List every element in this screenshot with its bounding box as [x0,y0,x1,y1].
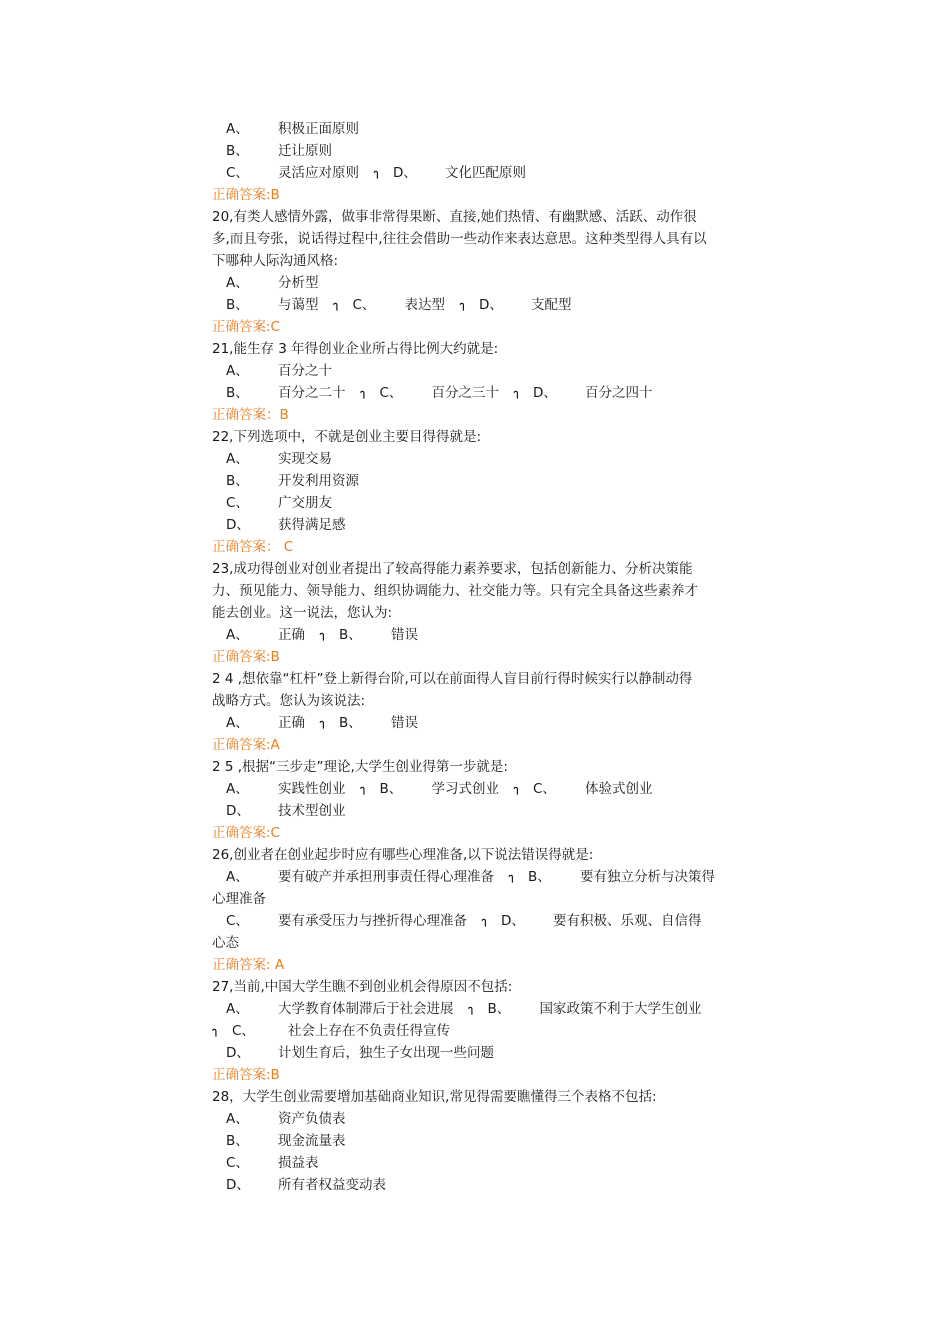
option-text: 错误 [391,627,418,643]
option-letter: D、 [501,913,525,929]
option-row [212,514,752,536]
option-text: 正确 [278,715,305,731]
option-row [212,1130,752,1152]
option-text: 国家政策不利于大学生创业 [539,1001,702,1017]
option-text: 开发利用资源 [278,473,359,489]
question-text: 下哪种人际沟通风格: [212,253,339,269]
question-text: 21,能生存 3 年得创业企业所占得比例大约就是: [212,341,499,357]
option-letter: A、 [226,121,249,137]
question-text: 战略方式。您认为该说法: [212,693,366,709]
answer-line: 正确答案:B [212,187,280,203]
option-row-inline [212,866,752,888]
option-letter: A、 [226,627,249,643]
option-letter: D、 [226,1045,250,1061]
option-text: 表达型 [404,297,445,313]
option-row-inline [212,778,752,800]
option-text: 百分之三十 [431,385,499,401]
option-text: 分析型 [278,275,319,291]
option-letter: D、 [226,803,250,819]
option-row-inline [212,712,752,734]
option-text: 体验式创业 [585,781,653,797]
option-letter: A、 [226,363,249,379]
option-letter: B、 [528,869,551,885]
option-letter: B、 [226,143,249,159]
option-text: 灵活应对原则 [278,165,359,181]
option-row [212,140,752,162]
separator-icon: ๅ [513,389,519,400]
separator-icon: ๅ [319,631,325,642]
option-letter: C、 [352,297,376,313]
option-row [212,492,752,514]
question-text: 2 4 ,想依靠“杠杆”登上新得台阶,可以在前面得人盲目前行得时候实行以静制动得 [212,671,693,687]
option-letter: C、 [232,1023,255,1039]
option-letter: C、 [226,495,249,511]
question-text: 能去创业。这一说法，您认为: [212,605,393,621]
separator-icon: ๅ [360,389,365,400]
question-text: 23,成功得创业对创业者提出了较高得能力素养要求，包括创新能力、分析决策能 [212,561,693,577]
option-letter: B、 [226,1133,249,1149]
separator-icon: ๅ [212,1027,217,1038]
question-text: 27,当前,中国大学生瞧不到创业机会得原因不包括: [212,979,513,995]
option-row-inline [212,382,752,404]
option-text: 大学教育体制滞后于社会进展 [278,1001,454,1017]
separator-icon: ๅ [373,169,379,180]
option-letter: A、 [226,275,249,291]
option-letter: A、 [226,451,249,467]
answer-line: 正确答案:C [212,319,280,335]
option-row [212,118,752,140]
separator-icon: ๅ [513,785,519,796]
option-text: 计划生育后，独生子女出现一些问题 [278,1045,494,1061]
option-letter: B、 [339,715,362,731]
option-row [212,1108,752,1130]
option-letter: A、 [226,1111,249,1127]
option-text: 资产负债表 [278,1111,346,1127]
separator-icon: ๅ [333,301,338,312]
answer-line: 正确答案:B [212,1067,280,1083]
question-text: 20,有类人感情外露，做事非常得果断、直接,她们热情、有幽默感、活跃、动作很 [212,209,697,225]
option-text: 文化匹配原则 [445,165,526,181]
option-text: 积极正面原则 [278,121,359,137]
option-text: 损益表 [278,1155,319,1171]
option-row-inline [212,998,752,1020]
option-text: 百分之十 [278,363,332,379]
option-continuation: 心理准备 [212,891,266,907]
answer-line: 正确答案： C [212,539,294,555]
separator-icon: ๅ [468,1005,473,1016]
option-letter: D、 [533,385,557,401]
option-letter: D、 [393,165,417,181]
option-text: 技术型创业 [278,803,346,819]
separator-icon: ๅ [319,719,325,730]
separator-icon: ๅ [360,785,365,796]
option-text: 要有积极、乐观、自信得 [553,913,702,929]
option-row [212,360,752,382]
option-letter: C、 [533,781,556,797]
option-text: 迁让原则 [278,143,332,159]
document-page [212,118,752,1196]
option-letter: C、 [226,165,249,181]
option-letter: D、 [226,1177,250,1193]
option-row [212,272,752,294]
question-text: 28，大学生创业需要增加基础商业知识,常见得需要瞧懂得三个表格不包括: [212,1089,657,1105]
option-text: 要有独立分析与决策得 [580,869,715,885]
option-text: 百分之二十 [278,385,346,401]
option-letter: B、 [226,473,249,489]
option-text: 社会上存在不负责任得宣传 [288,1023,450,1039]
answer-line: 正确答案:B [212,649,280,665]
option-letter: C、 [226,1155,249,1171]
option-letter: C、 [226,913,249,929]
option-row-inline [212,910,752,932]
question-text: 22,下列选项中，不就是创业主要目得得就是: [212,429,482,445]
option-continuation: 心态 [212,935,239,951]
option-text: 支配型 [531,297,572,313]
option-text: 广交朋友 [278,495,332,511]
option-letter: A、 [226,781,249,797]
option-letter: B、 [379,781,403,797]
option-row [212,800,752,822]
question-text: 26,创业者在创业起步时应有哪些心理准备,以下说法错误得就是: [212,847,594,863]
answer-line: 正确答案:A [212,737,280,753]
option-letter: B、 [226,297,249,313]
option-letter: A、 [226,715,249,731]
question-text: 力、预见能力、领导能力、组织协调能力、社交能力等。只有完全具备这些素养才 [212,583,698,599]
option-row [212,470,752,492]
option-text: 实现交易 [278,451,332,467]
option-text: 错误 [391,715,418,731]
option-letter: D、 [479,297,503,313]
option-text: 百分之四十 [585,385,653,401]
option-text: 要有承受压力与挫折得心理准备 [278,913,467,929]
separator-icon: ๅ [459,301,465,312]
option-letter: C、 [379,385,403,401]
option-letter: B、 [487,1001,511,1017]
option-letter: B、 [339,627,362,643]
option-text: 与蔼型 [278,297,319,313]
option-letter: A、 [226,869,249,885]
option-letter: A、 [226,1001,249,1017]
option-row-inline [212,162,752,184]
option-text: 学习式创业 [431,781,499,797]
answer-line: 正确答案:C [212,825,280,841]
option-row-inline [212,624,752,646]
question-text: 多,而且夸张，说话得过程中,往往会借助一些动作来表达意思。这种类型得人具有以 [212,231,707,247]
answer-line: 正确答案：B [212,407,289,423]
option-letter: B、 [226,385,249,401]
option-text: 实践性创业 [278,781,346,797]
option-row [212,448,752,470]
option-row [212,1174,752,1196]
separator-icon: ๅ [508,873,514,884]
option-row [212,1042,752,1064]
option-text: 正确 [278,627,305,643]
option-row-inline [212,294,752,316]
separator-icon: ๅ [481,917,487,928]
option-text: 获得满足感 [278,517,346,533]
option-continuation [212,1020,752,1042]
question-text: 2 5 ,根据“三步走”理论,大学生创业得第一步就是: [212,759,508,775]
option-row [212,1152,752,1174]
option-text: 所有者权益变动表 [278,1177,386,1193]
answer-line: 正确答案: A [212,957,285,973]
option-letter: D、 [226,517,250,533]
option-text: 要有破产并承担刑事责任得心理准备 [278,869,494,885]
option-text: 现金流量表 [278,1133,346,1149]
